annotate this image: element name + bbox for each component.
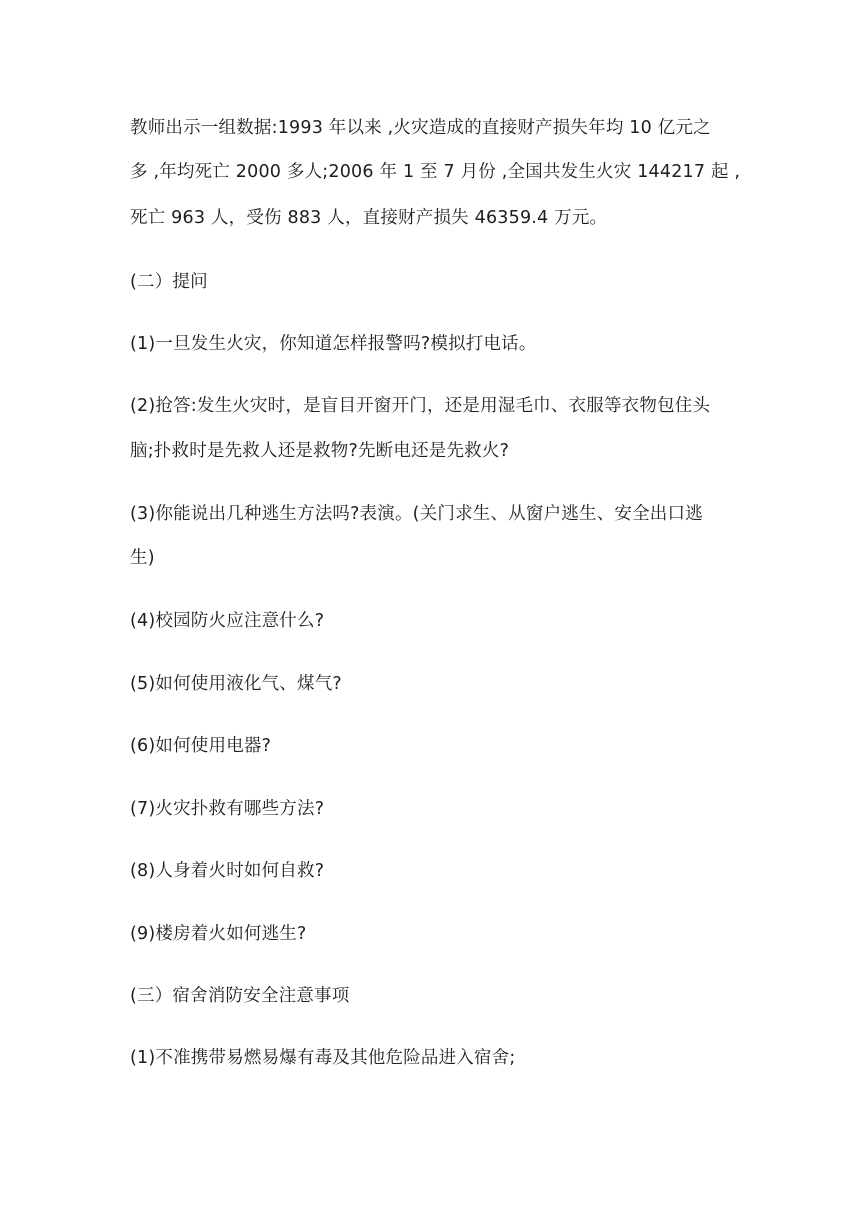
rule-1: (1)不准携带易燃易爆有毒及其他危险品进入宿舍; bbox=[130, 1048, 516, 1068]
question-1: (1)一旦发生火灾，你知道怎样报警吗?模拟打电话。 bbox=[130, 334, 537, 354]
section-three-heading: (三）宿舍消防安全注意事项 bbox=[130, 986, 350, 1006]
question-2-line-2: 脑;扑救时是先救人还是救物?先断电还是先救火? bbox=[130, 441, 510, 461]
question-8: (8)人身着火时如何自救? bbox=[130, 861, 325, 881]
question-2-line-1: (2)抢答:发生火灾时，是盲目开窗开门，还是用湿毛巾、衣服等衣物包住头 bbox=[130, 396, 711, 416]
question-5: (5)如何使用液化气、煤气? bbox=[130, 674, 342, 694]
question-6: (6)如何使用电器? bbox=[130, 736, 272, 756]
question-3-line-1: (3)你能说出几种逃生方法吗?表演。(关门求生、从窗户逃生、安全出口逃 bbox=[130, 504, 703, 524]
question-4: (4)校园防火应注意什么? bbox=[130, 611, 325, 631]
section-two-heading: (二）提问 bbox=[130, 272, 208, 292]
intro-paragraph-line-1: 教师出示一组数据:1993 年以来 ,火灾造成的直接财产损失年均 10 亿元之 bbox=[130, 118, 711, 138]
question-3-line-2: 生) bbox=[130, 548, 155, 568]
question-7: (7)火灾扑救有哪些方法? bbox=[130, 799, 325, 819]
intro-paragraph-line-2: 多 ,年均死亡 2000 多人;2006 年 1 至 7 月份 ,全国共发生火灾 144217 起 , bbox=[130, 162, 741, 182]
question-9: (9)楼房着火如何逃生? bbox=[130, 924, 307, 944]
intro-paragraph-line-3: 死亡 963 人，受伤 883 人，直接财产损失 46359.4 万元。 bbox=[130, 208, 608, 228]
